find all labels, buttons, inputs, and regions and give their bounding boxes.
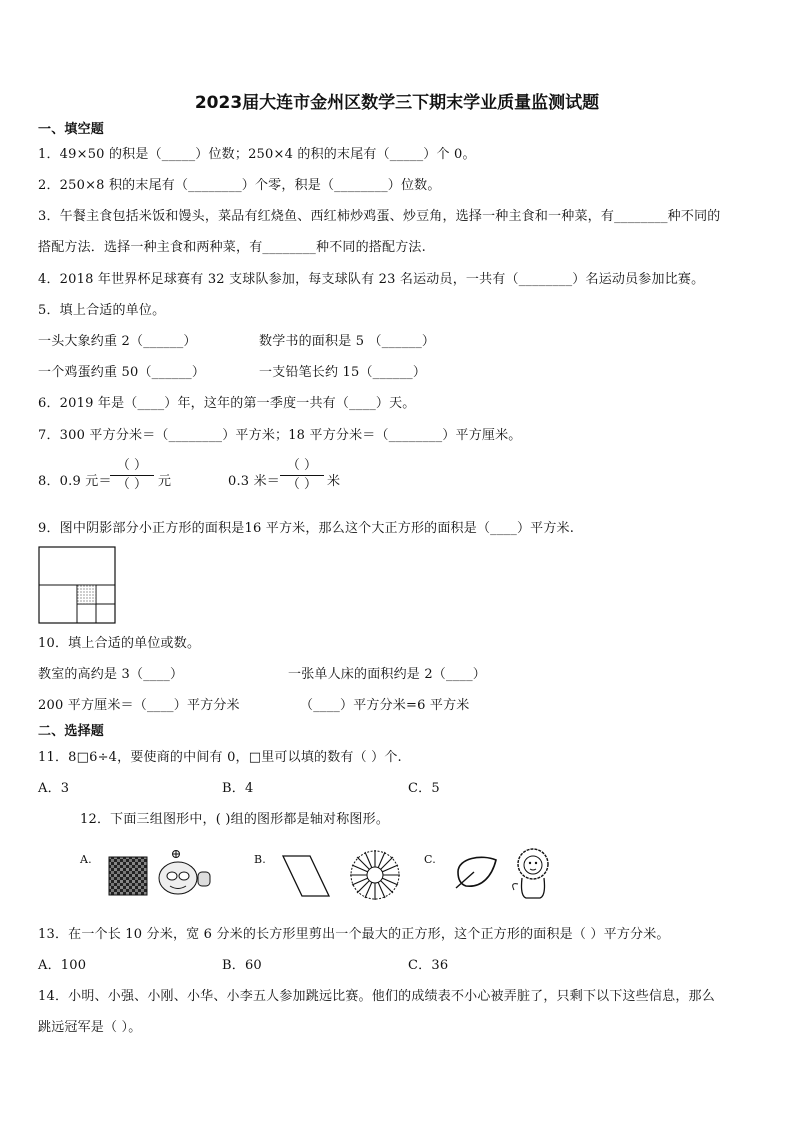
cartoon-lion-figure — [506, 846, 560, 902]
question-14-line-2: 跳远冠军是（ ）。 — [38, 1020, 142, 1035]
shaded-small-square — [77, 585, 96, 604]
question-2: 2．250×8 积的末尾有（________）个零，积是（________）位数。 — [38, 178, 441, 193]
question-14-line-1: 14．小明、小强、小刚、小华、小李五人参加跳远比赛。他们的成绩表不小心被弄脏了，只剩下以下这些信息，那么 — [38, 989, 715, 1004]
question-8-unit-yuan: 元 — [158, 474, 172, 489]
question-4: 4．2018 年世界杯足球赛有 32 支球队参加，每支球队有 23 名运动员，一共有（________）名运动员参加比赛。 — [38, 272, 705, 287]
question-12: 12．下面三组图形中，( )组的图形都是轴对称图形。 — [80, 812, 390, 827]
question-7: 7．300 平方分米＝（________）平方米；18 平方分米＝（________）平方厘米。 — [38, 428, 522, 443]
fraction-bar — [110, 475, 154, 476]
question-5-item-c: 一个鸡蛋约重 50（______） — [38, 365, 206, 380]
question-13: 13．在一个长 10 分米，宽 6 分米的长方形里剪出一个最大的正方形，这个正方形的面积是（ ）平方分米。 — [38, 927, 670, 942]
question-3-line-1: 3．午餐主食包括米饭和馒头，菜品有红烧鱼、西红柿炒鸡蛋、炒豆角，选择一种主食和一种菜，有________种不同的 — [38, 209, 721, 224]
question-11-option-c: C．5 — [408, 781, 440, 796]
question-10-item-d: （____）平方分米=6 平方米 — [300, 698, 470, 713]
fraction-blank-2 — [280, 458, 324, 493]
question-8-mid: 0.3 米＝ — [228, 474, 281, 489]
question-6: 6．2019 年是（____）年，这年的第一季度一共有（____）天。 — [38, 396, 416, 411]
q12-label-b: B. — [254, 853, 266, 866]
question-10-item-a: 教室的高约是 3（____） — [38, 667, 184, 682]
question-10-item-b: 一张单人床的面积约是 2（____） — [288, 667, 487, 682]
fraction-numerator: （ ） — [116, 458, 148, 473]
q12-label-c: C. — [424, 853, 436, 866]
question-10-item-c: 200 平方厘米＝（____）平方分米 — [38, 698, 240, 713]
cartoon-robot-figure — [154, 848, 214, 898]
question-11: 11．8□6÷4，要使商的中间有 0，□里可以填的数有（ ）个. — [38, 750, 402, 765]
question-11-option-b: B．4 — [222, 781, 254, 796]
fraction-blank-1 — [110, 458, 154, 493]
fraction-denominator: （ ） — [116, 477, 148, 492]
question-8-unit-mi: 米 — [327, 474, 341, 489]
section-heading-fill-in: 一、填空题 — [38, 122, 105, 137]
q12-label-a: A. — [80, 853, 92, 866]
parallelogram-figure — [280, 853, 332, 899]
question-13-option-c: C．36 — [408, 958, 449, 973]
fraction-denominator: （ ） — [286, 477, 318, 492]
fraction-bar — [280, 475, 324, 476]
question-11-option-a: A．3 — [38, 781, 70, 796]
question-10: 10．填上合适的单位或数。 — [38, 636, 201, 651]
page-title: 2023届大连市金州区数学三下期末学业质量监测试题 — [194, 93, 600, 113]
question-8-prefix: 8．0.9 元＝ — [38, 474, 112, 489]
question-5-item-a: 一头大象约重 2（______） — [38, 334, 197, 349]
question-5: 5．填上合适的单位。 — [38, 303, 166, 318]
square-diagram — [38, 546, 116, 624]
patterned-square-figure — [108, 856, 148, 896]
question-13-option-a: A．100 — [38, 958, 87, 973]
section-heading-choice: 二、选择题 — [38, 724, 105, 739]
fraction-numerator: （ ） — [286, 458, 318, 473]
question-9: 9．图中阴影部分小正方形的面积是16 平方米，那么这个大正方形的面积是（____）平方米. — [38, 521, 575, 536]
question-5-item-d: 一支铅笔长约 15（______） — [259, 365, 427, 380]
question-5-item-b: 数学书的面积是 5 （______） — [259, 334, 436, 349]
question-13-option-b: B．60 — [222, 958, 262, 973]
question-1: 1．49×50 的积是（_____）位数；250×4 的积的末尾有（_____）个 0。 — [38, 147, 476, 162]
sunburst-circle-figure — [348, 848, 402, 902]
leaf-outline-figure — [452, 852, 500, 892]
question-3-line-2: 搭配方法．选择一种主食和两种菜，有________种不同的搭配方法. — [38, 240, 426, 255]
